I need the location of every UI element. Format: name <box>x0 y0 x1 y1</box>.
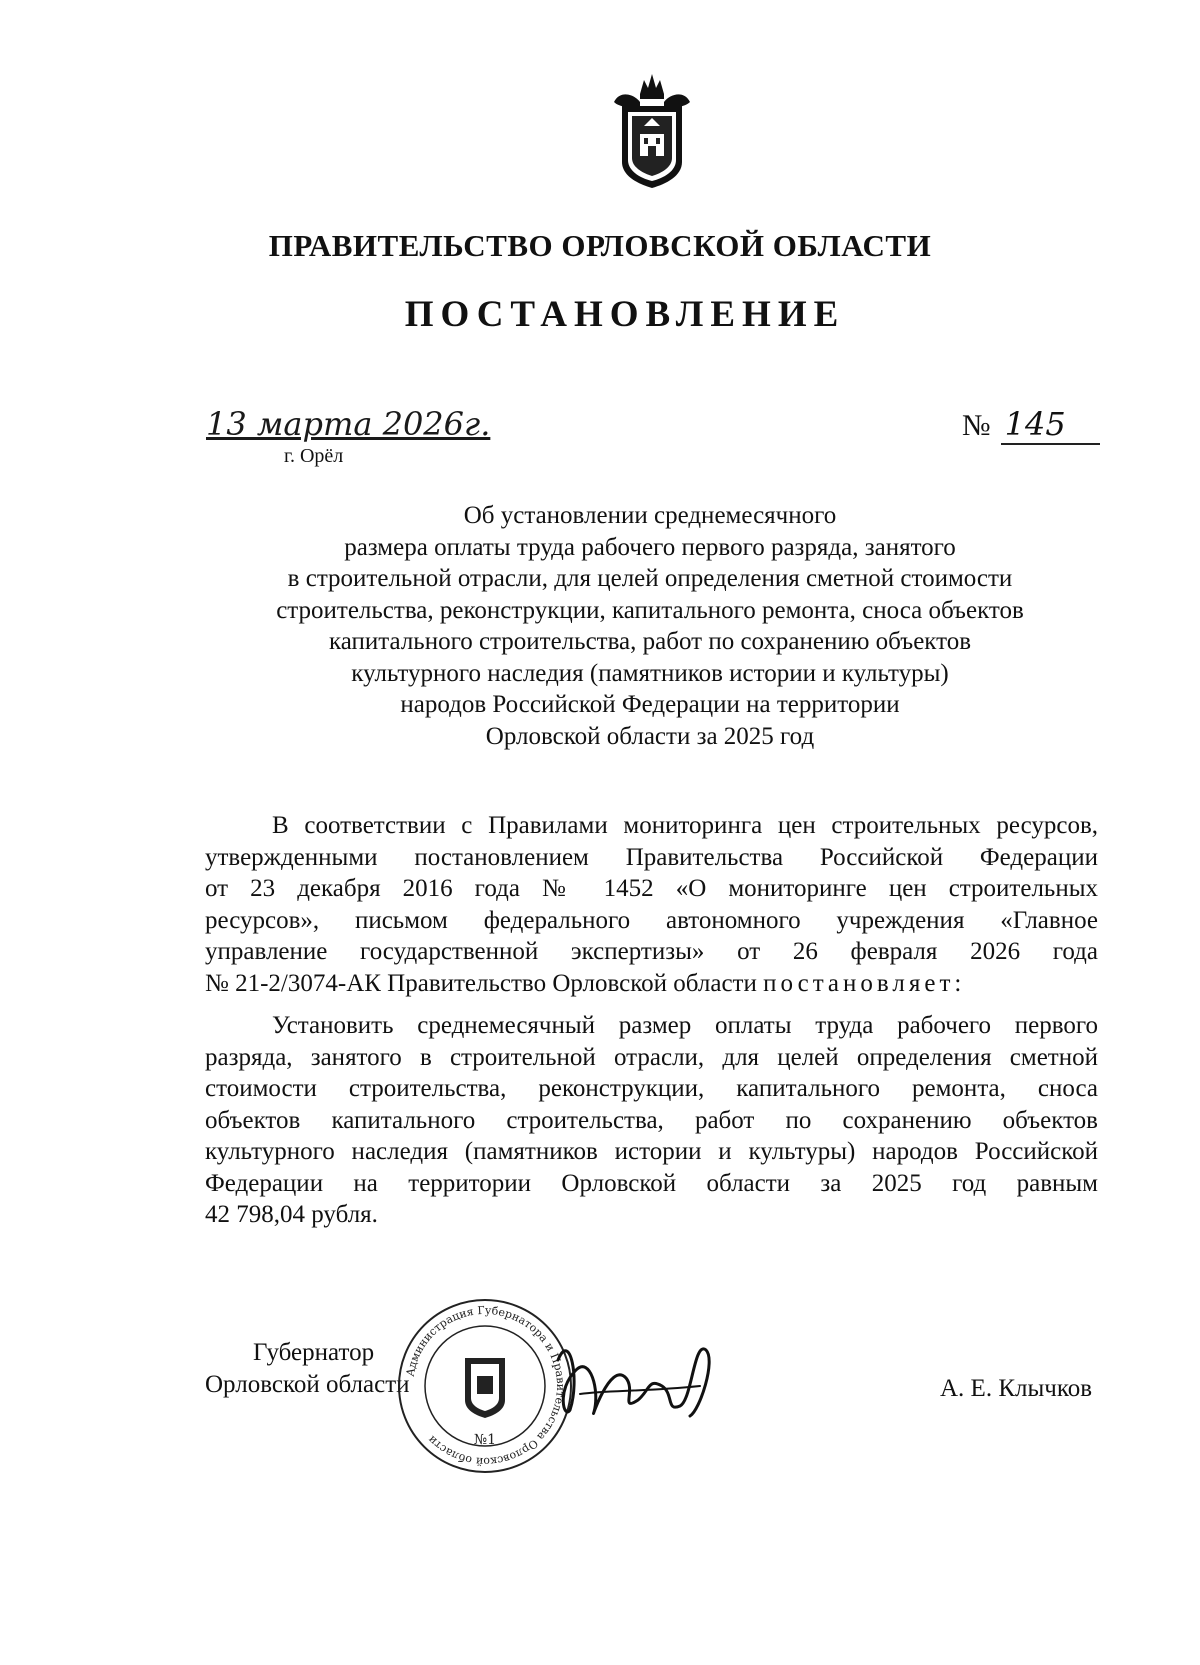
paragraph-line: разряда, занятого в строительной отрасли, для целей определения сметной <box>205 1043 1098 1071</box>
number-sign: № <box>962 409 991 442</box>
city-label: г. Орёл <box>284 445 344 467</box>
svg-text:Администрация Губернатора и Пр: Администрация Губернатора и Правительства Орловской области <box>403 1303 568 1469</box>
subject-line: Орловской области за 2025 год <box>485 722 815 750</box>
document-subject <box>150 500 1150 752</box>
paragraph-line: утвержденными постановлением Правительства Российской Федерации <box>205 843 1098 871</box>
paragraph-line <box>205 968 1098 1000</box>
paragraph-line: культурного наследия (памятников истории и культуры) народов Российской <box>205 1138 1098 1165</box>
paragraph-line: Федерации на территории Орловской области за 2025 год равным <box>205 1169 1098 1197</box>
svg-text:№1: №1 <box>473 1432 497 1448</box>
paragraph-line: 42 798,04 рубля. <box>205 1201 378 1228</box>
paragraph-line: от 23 декабря 2016 года № 1452 «О мониторинге цен строительных <box>205 875 1098 902</box>
coat-of-arms-icon <box>610 72 694 192</box>
document-number <box>962 405 1100 445</box>
paragraph-line: управление государственной экспертизы» от 26 февраля 2026 года <box>205 938 1098 965</box>
paragraph-line-text: № 21-2/3074-АК Правительство Орловской области <box>205 969 757 997</box>
subject-line: в строительной отрасли, для целей определения сметной стоимости <box>287 565 1013 592</box>
subject-line: капитального строительства, работ по сохранению объектов <box>328 628 972 655</box>
subject-line: Об установлении среднемесячного <box>463 502 837 529</box>
paragraph-line: объектов капитального строительства, работ по сохранению объектов <box>205 1106 1098 1134</box>
position-line: Губернатор <box>253 1339 375 1366</box>
paragraph-line: ресурсов», письмом федерального автономного учреждения «Главное <box>205 906 1098 934</box>
resolves-word: постановляет: <box>763 969 966 997</box>
paragraph-line: В соответствии с Правилами мониторинга цен строительных ресурсов, <box>272 812 1098 839</box>
paragraph-line: стоимости строительства, реконструкции, капитального ремонта, сноса <box>205 1075 1098 1102</box>
subject-line: строительства, реконструкции, капитального ремонта, сноса объектов <box>276 596 1024 624</box>
position-line: Орловской области <box>205 1371 410 1398</box>
official-seal-icon <box>395 1296 575 1476</box>
handwritten-number: 145 <box>1001 405 1100 445</box>
signatory-position <box>205 1337 410 1401</box>
preamble-paragraph <box>205 810 1098 999</box>
signer-name: А. Е. Клычков <box>940 1375 1093 1402</box>
subject-line: культурного наследия (памятников истории и культуры) <box>351 659 949 687</box>
subject-line: размера оплаты труда рабочего первого разряда, занятого <box>344 533 956 561</box>
document-type-title: ПОСТАНОВЛЕНИЕ <box>404 294 846 335</box>
paragraph-line: Установить среднемесячный размер оплаты труда рабочего первого <box>272 1012 1098 1039</box>
organization-title: ПРАВИТЕЛЬСТВО ОРЛОВСКОЙ ОБЛАСТИ <box>268 228 932 263</box>
handwritten-date: 13 марта 2026г. <box>206 405 491 443</box>
subject-line: народов Российской Федерации на территории <box>400 691 900 718</box>
handwritten-signature-icon <box>550 1320 720 1430</box>
resolution-paragraph <box>205 1010 1098 1231</box>
